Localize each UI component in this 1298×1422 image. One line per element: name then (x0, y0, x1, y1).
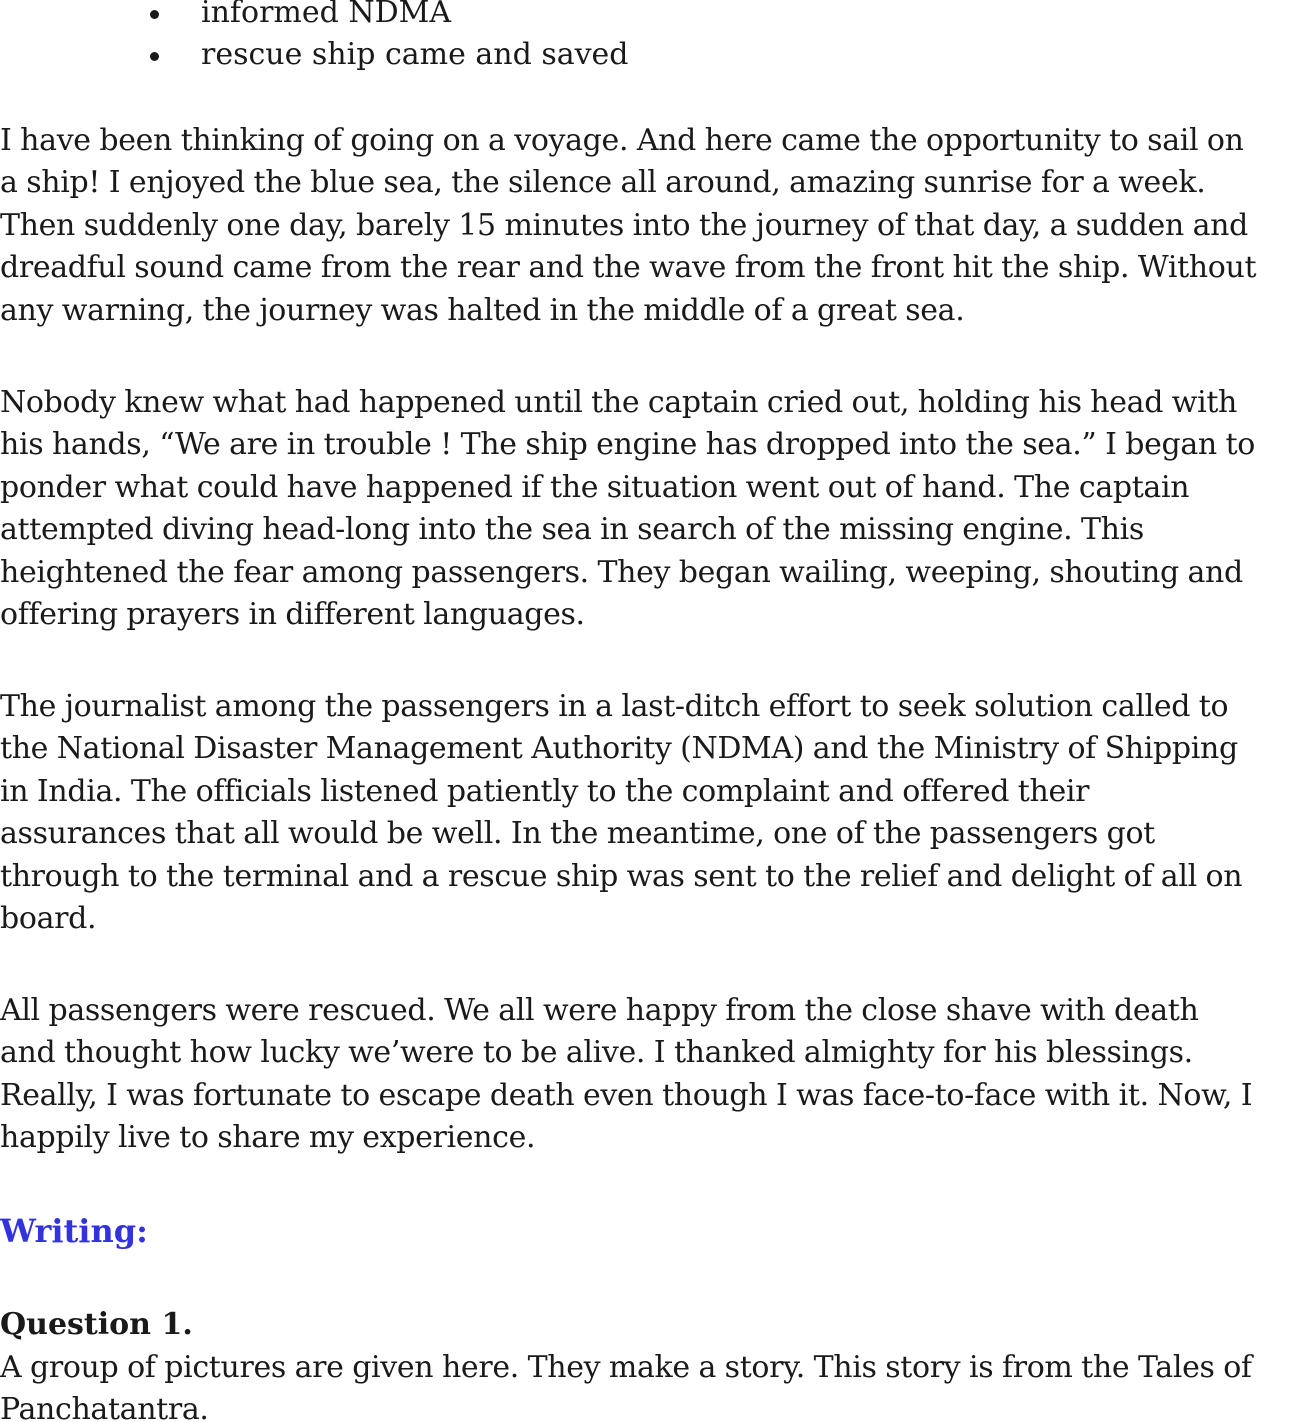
paragraph-line: through to the terminal and a rescue ship was sent to the relief and delight of all on (0, 858, 1243, 894)
paragraph-line: the National Disaster Management Authority (NDMA) and the Ministry of Shipping (0, 731, 1238, 767)
bullet-dot-icon (150, 52, 159, 61)
bullet-text: informed NDMA (201, 0, 452, 30)
paragraph-line: A group of pictures are given here. They make a story. This story is from the Tales of (0, 1350, 1252, 1385)
paragraph-line: happily live to share my experience. (0, 1120, 536, 1156)
bullet-item (0, 0, 1298, 34)
summary-bullet-list (0, 0, 1298, 76)
paragraph-line: attempted diving head-long into the sea in search of the missing engine. This (0, 512, 1144, 548)
paragraph-line: any warning, the journey was halted in the middle of a great sea. (0, 292, 965, 328)
paragraph-line: a ship! I enjoyed the blue sea, the silence all around, amazing sunrise for a week. (0, 165, 1206, 201)
paragraph-rescued (0, 990, 1298, 1160)
paragraph-line: Nobody knew what had happened until the captain cried out, holding his head with (0, 385, 1237, 420)
paragraph-line: Really, I was fortunate to escape death even though I was face-to-face with it. Now, I (0, 1077, 1253, 1113)
paragraph-line: ponder what could have happened if the situation went out of hand. The captain (0, 469, 1190, 505)
question-label: Question 1. (0, 1307, 193, 1342)
paragraph-line: The journalist among the passengers in a last-ditch effort to seek solution called to (0, 689, 1229, 724)
paragraph-line: Then suddenly one day, barely 15 minutes into the journey of that day, a sudden and (0, 207, 1248, 243)
bullet-text: rescue ship came and saved (201, 37, 629, 72)
paragraph-line: Panchatantra. (0, 1392, 209, 1422)
paragraph-rescue-call (0, 686, 1298, 940)
paragraph-line: I have been thinking of going on a voyage. And here came the opportunity to sail on (0, 123, 1244, 158)
paragraph-line: offering prayers in different languages. (0, 597, 585, 633)
writing-heading: Writing: (0, 1212, 148, 1250)
paragraph-line: dreadful sound came from the rear and the wave from the front hit the ship. Without (0, 250, 1257, 286)
paragraph-line: board. (0, 901, 97, 937)
paragraph-voyage (0, 120, 1298, 332)
paragraph-line: heightened the fear among passengers. They began wailing, weeping, shouting and (0, 554, 1243, 590)
paragraph-line: All passengers were rescued. We all were happy from the close shave with death (0, 993, 1199, 1028)
bullet-dot-icon (150, 10, 159, 19)
paragraph-line: assurances that all would be well. In the meantime, one of the passengers got (0, 816, 1155, 852)
bullet-item (0, 34, 1298, 76)
paragraph-line: his hands, “We are in trouble ! The ship engine has dropped into the sea.” I began to (0, 427, 1255, 463)
paragraph-trouble (0, 382, 1298, 636)
question-text (0, 1347, 1298, 1422)
paragraph-line: in India. The officials listened patiently to the complaint and offered their (0, 773, 1090, 809)
paragraph-line: and thought how lucky we’were to be alive. I thanked almighty for his blessings. (0, 1035, 1193, 1071)
